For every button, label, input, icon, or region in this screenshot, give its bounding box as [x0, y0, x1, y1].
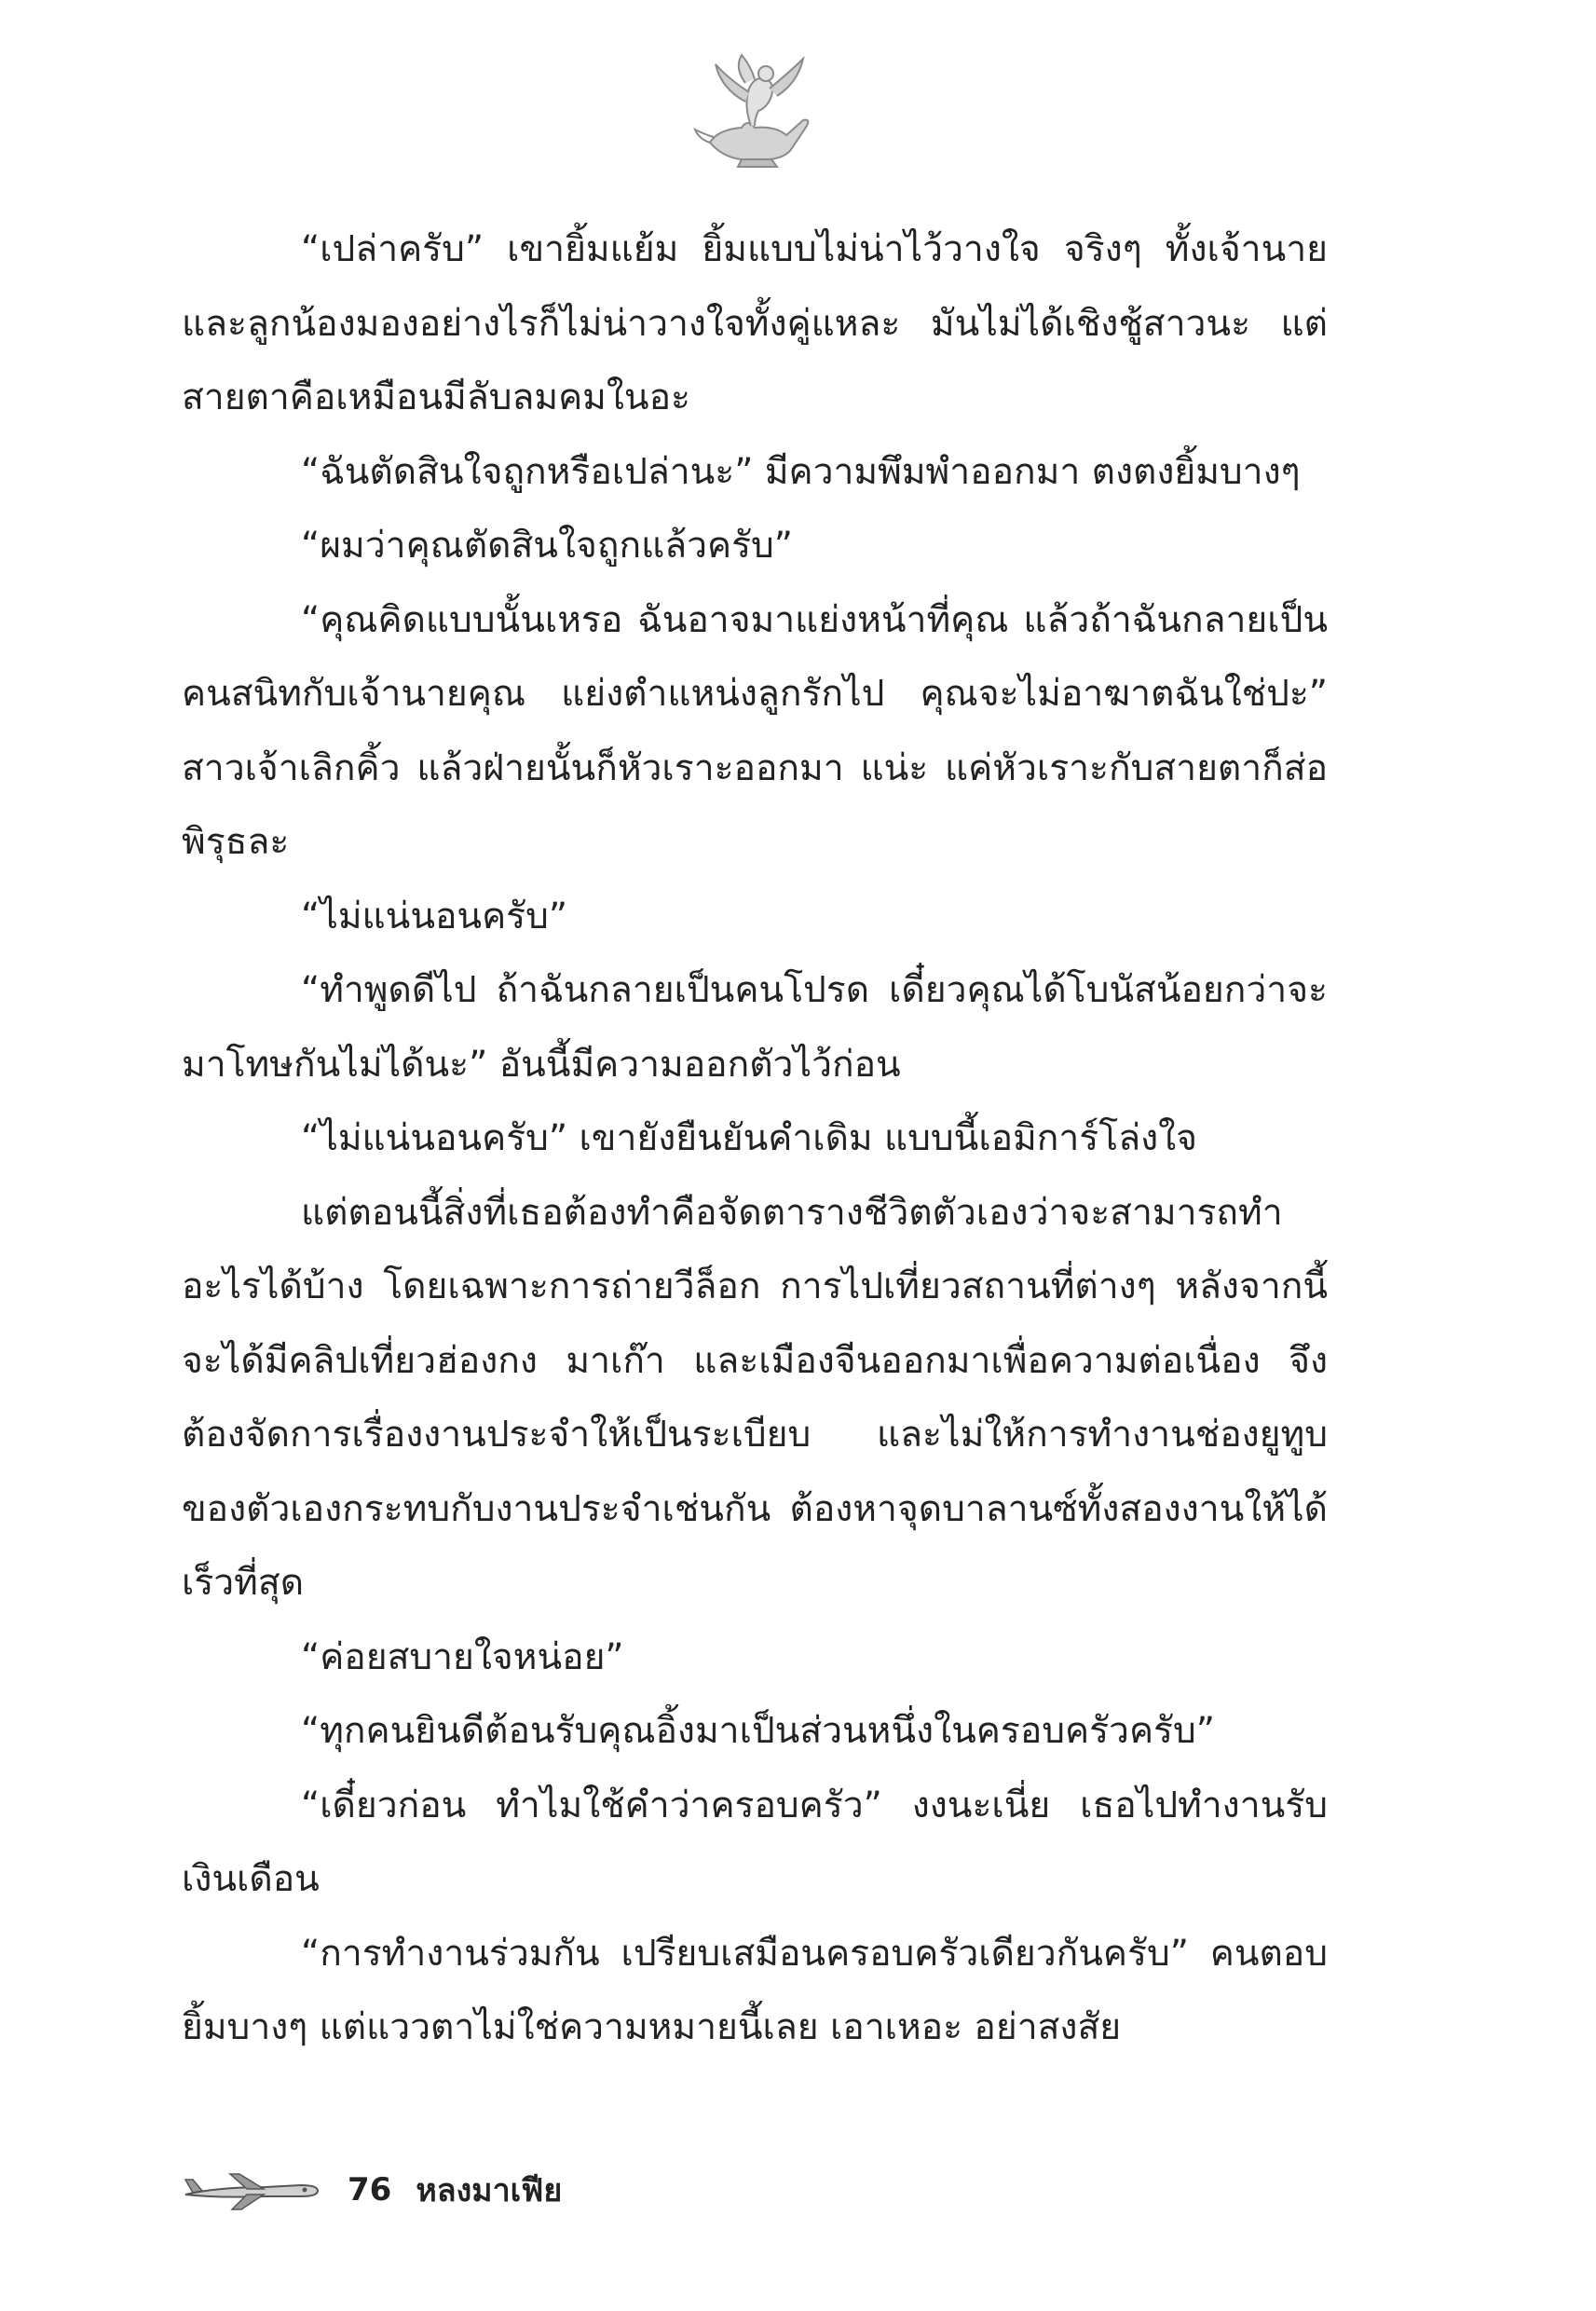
paragraph: “เปล่าครับ” เขายิ้มแย้ม ยิ้มแบบไม่น่าไว้วางใจ จริงๆ ทั้งเจ้านายและลูกน้องมองอย่างไรก็ไม่น่าวางใจทั้งคู่แหละ มันไม่ได้เชิงชู้สาวนะ แต่สายตาคือเหมือนมีลับลมคมในอะ [182, 228, 1328, 418]
paragraph: “ผมว่าคุณตัดสินใจถูกแล้วครับ” [301, 525, 794, 567]
paragraph: แต่ตอนนี้สิ่งที่เธอต้องทำคือจัดตารางชีวิตตัวเองว่าจะสามารถทำอะไรได้บ้าง โดยเฉพาะการถ่ายวีล็อก การไปเที่ยวสถานที่ต่างๆ หลังจากนี้จะได้มีคลิปเที่ยวฮ่องกง มาเก๊า และเมืองจีนออกมาเพื่อความต่อเนื่อง จึงต้องจัดการเรื่องงานประจำให้เป็นระเบียบ และไม่ให้การทำงานช่องยูทูบของตัวเองกระทบกับงานประจำเช่นกัน ต้องหาจุดบาลานซ์ทั้งสองงานให้ได้เร็วที่สุด [182, 1191, 1328, 1604]
airplane-icon [182, 2167, 321, 2213]
paragraph: “ไม่แน่นอนครับ” เขายังยืนยันคำเดิม แบบนี้เอมิการ์โล่งใจ [301, 1117, 1198, 1159]
paragraph: “คุณคิดแบบนั้นเหรอ ฉันอาจมาแย่งหน้าที่คุณ แล้วถ้าฉันกลายเป็นคนสนิทกับเจ้านายคุณ แย่งตำแหน่งลูกรักไป คุณจะไม่อาฆาตฉันใช่ปะ” สาวเจ้าเลิกคิ้ว แล้วฝ่ายนั้นก็หัวเราะออกมา แน่ะ แค่หัวเราะกับสายตาก็ส่อพิรุธละ [182, 598, 1328, 863]
page-footer [182, 2162, 834, 2218]
paragraph: “ค่อยสบายใจหน่อย” [301, 1635, 624, 1678]
book-title: หลงมาเฟีย [416, 2172, 563, 2209]
magic-lamp-fairy-icon [689, 51, 815, 172]
paragraph: “ทำพูดดีไป ถ้าฉันกลายเป็นคนโปรด เดี๋ยวคุณได้โบนัสน้อยกว่าจะมาโทษกันไม่ได้นะ” อันนี้มีความออกตัวไว้ก่อน [182, 969, 1328, 1086]
paragraph: “ทุกคนยินดีต้อนรับคุณอิ้งมาเป็นส่วนหนึ่งในครอบครัวครับ” [301, 1710, 1215, 1752]
page-number: 76 [348, 2171, 392, 2208]
paragraph: “ฉันตัดสินใจถูกหรือเปล่านะ” มีความพึมพำออกมา ตงตงยิ้มบางๆ [301, 450, 1301, 493]
body-text [182, 212, 1328, 2065]
paragraph: “การทำงานร่วมกัน เปรียบเสมือนครอบครัวเดียวกันครับ” คนตอบยิ้มบางๆ แต่แววตาไม่ใช่ความหมายนี้เลย เอาเหอะ อย่าสงสัย [182, 1932, 1328, 2048]
paragraph: “ไม่แน่นอนครับ” [301, 895, 568, 937]
paragraph: “เดี๋ยวก่อน ทำไมใช้คำว่าครอบครัว” งงนะเนี่ย เธอไปทำงานรับเงินเดือน [182, 1784, 1328, 1900]
